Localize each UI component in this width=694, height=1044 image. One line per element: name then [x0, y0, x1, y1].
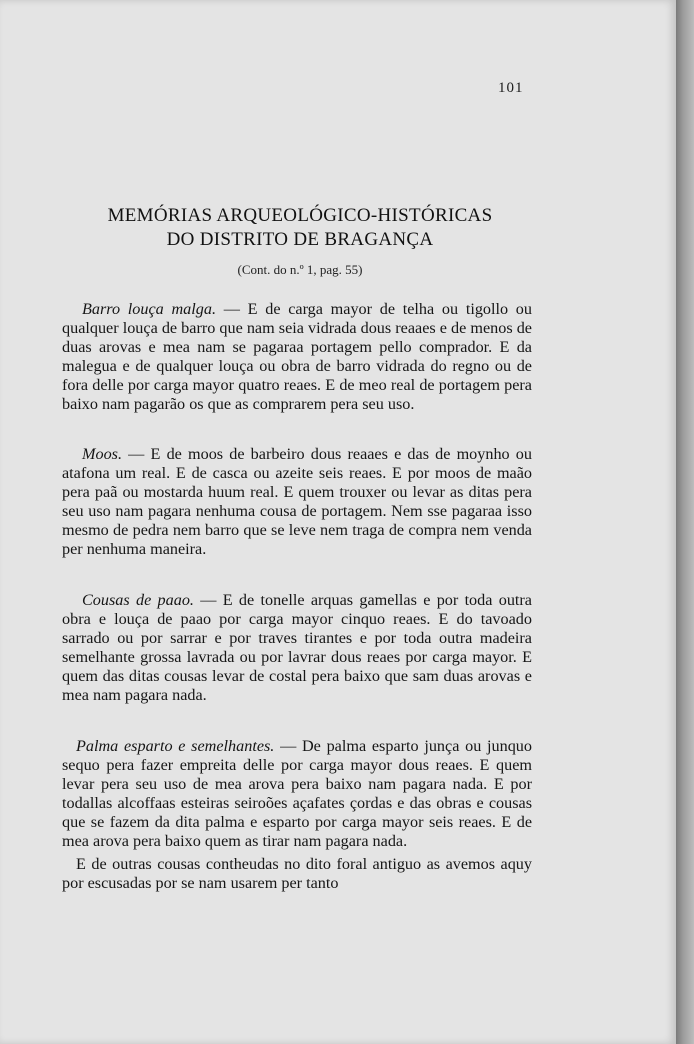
paragraph-barro	[62, 300, 532, 415]
paragraph-text: E de outras cousas contheudas no dito foral antiguo as avemos aquy por escusadas por se nam usarem per tanto	[62, 855, 532, 893]
paragraph-lead: Palma esparto e semelhantes.	[76, 737, 275, 755]
paragraph-moos	[62, 445, 532, 560]
paragraph-cousas-de-paao	[62, 591, 532, 706]
paragraph-text: — E de moos de barbeiro dous reaaes e das de moynho ou atafona um real. E de casca ou azeite seis reaes. E por moos de maão pera paã ou mostarda huum real. E quem trouxer ou levar as ditas pera seu uso nam pagara nenhuma cousa de portagem. Nem sse pagaraa isso mesmo de pedra nem barro que se leve nem traga de compra nem venda per nenhuma maneira.	[62, 445, 532, 559]
paragraph-palma-esparto	[62, 737, 532, 852]
paragraph-text: — E de tonelle arquas gamellas e por toda outra obra e louça de paao por carga mayor cinquo reaes. E do tavoado sarrado ou por sarrar e por traves tirantes e por toda outra madeira semelhante grossa lavrada ou por lavrar dous reaes por carga mayor. E quem das ditas cousas levar de costal pera baixo que sam duas arovas e mea nam pagara nada.	[62, 591, 532, 705]
page-number: 101	[498, 80, 524, 96]
paragraph-text: — De palma esparto junça ou junquo sequo pera fazer empreita delle por carga mayor dous reaes. E quem levar pera seu uso de mea arova pera baixo nam pagara nada. E por todallas alcoffaas esteiras seiroões açafates çordas e das obras e cousas que se fazem da dita palma e esparto por carga mayor seis reaes. E de mea arova pera baixo quem as tirar nam pagara nada.	[62, 737, 532, 851]
continuation-note: (Cont. do n.º 1, pag. 55)	[237, 262, 363, 277]
page-edge-shadow	[676, 0, 694, 1044]
article-title-line-2: DO DISTRITO DE BRAGANÇA	[166, 229, 434, 250]
paragraph-lead: Barro louça malga.	[82, 300, 216, 318]
paragraph-outras-cousas	[62, 855, 532, 893]
article-title-line-1: MEMÓRIAS ARQUEOLÓGICO-HISTÓRICAS	[107, 205, 493, 226]
paragraph-lead: Moos.	[82, 445, 123, 463]
paragraph-text: — E de carga mayor de telha ou tigollo ou qualquer louça de barro que nam seia vidrada dous reaaes e de menos de duas arovas e mea nam se pagaraa portagem pello comprador. E da malegua e de qualquer louça ou obra de barro vidrada do regno ou de fora delle por carga mayor quatro reaes. E de meo real de portagem pera baixo nam pagarão os que as comprarem pera seu uso.	[62, 300, 532, 414]
paragraph-lead: Cousas de paao.	[82, 591, 194, 609]
bleed-through-text	[64, 110, 534, 131]
